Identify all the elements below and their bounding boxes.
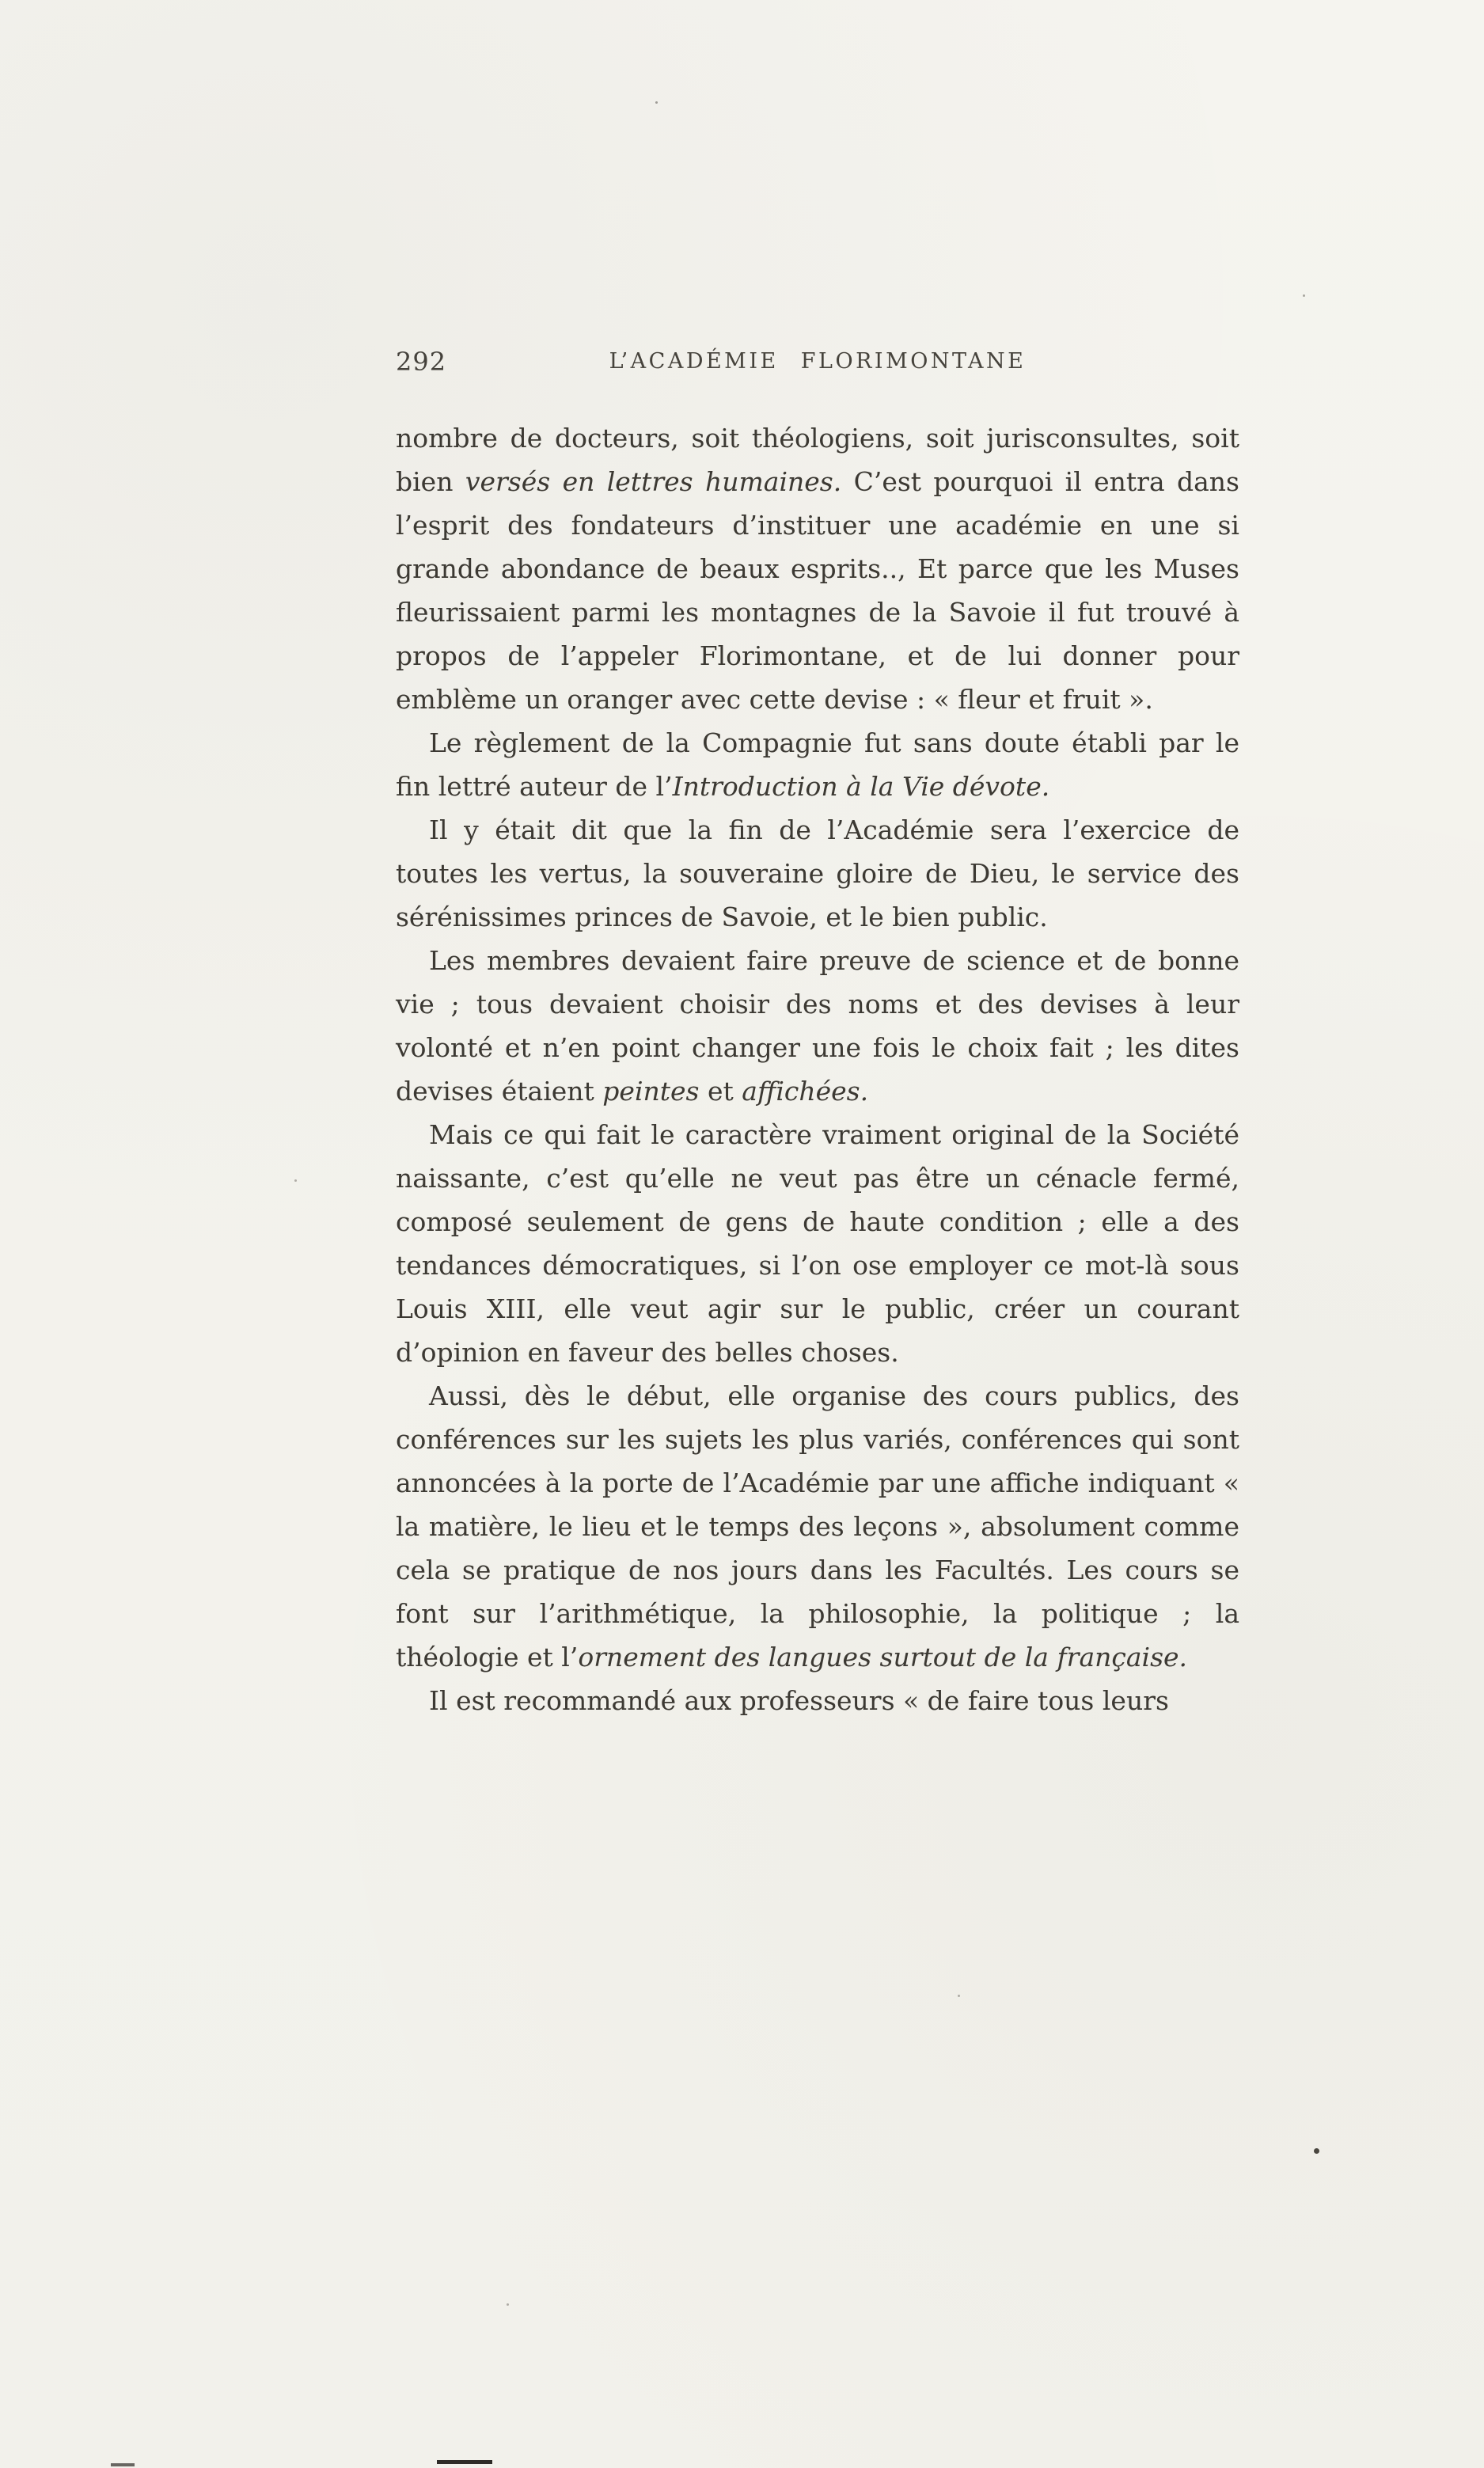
text-segment: Le règlement de la Compagnie fut sans doute établi par le fin lettré auteur de l’: [396, 727, 1239, 802]
paragraph: [396, 939, 1239, 1113]
text-segment: Aussi, dès le début, elle organise des cours publics, des conférences sur les sujets les plus variés, conférences qui sont annoncées à la porte de l’Académie par une affiche indiquant « la matière, le lieu et le temps des leçons », absolument comme cela se pratique de nos jours dans les Facultés. Les cours se font sur l’arithmétique, la philosophie, la politique ; la théologie et l’: [396, 1380, 1239, 1673]
text-segment: Les membres devaient faire preuve de science et de bonne vie ; tous devaient choisir des noms et des devises à leur volonté et n’en point changer une fois le choix fait ; les dites devises étaient: [396, 945, 1239, 1107]
text-block: [396, 347, 1239, 1722]
text-segment: versés en lettres humaines.: [465, 466, 842, 497]
paragraph: [396, 808, 1239, 939]
scan-speck: [507, 2303, 509, 2306]
text-segment: Mais ce qui fait le caractère vraiment original de la Société naissante, c’est qu’elle ne veut pas être un cénacle fermé, composé seulement de gens de haute condition ; elle a des tendances démocratiques, si l’on ose employer ce mot-là sous Louis XIII, elle veut agir sur le public, créer un courant d’opinion en faveur des belles choses.: [396, 1119, 1239, 1368]
text-segment: ornement des langues surtout de la française.: [578, 1642, 1188, 1673]
text-segment: nombre de docteurs, soit théologiens, soit jurisconsultes, soit bien: [396, 423, 1239, 497]
paragraph: [396, 1679, 1239, 1722]
text-segment: affichées.: [742, 1076, 869, 1107]
text-segment: Il est recommandé aux professeurs « de faire tous leurs: [429, 1685, 1169, 1716]
scan-speck: [294, 1179, 297, 1182]
scan-speck: [958, 1995, 960, 1997]
text-segment: Il y était dit que la fin de l’Académie sera l’exercice de toutes les vertus, la souveraine gloire de Dieu, le service des sérénissimes princes de Savoie, et le bien public.: [396, 814, 1239, 932]
scan-edge-artifact: [437, 2460, 492, 2464]
page-number: 292: [396, 347, 447, 377]
text-segment: et: [699, 1076, 742, 1107]
scan-edge-artifact: [111, 2463, 135, 2466]
text-segment: Introduction à la Vie dévote.: [672, 771, 1050, 802]
text-segment: peintes: [602, 1076, 700, 1107]
body-text: [396, 416, 1239, 1722]
paragraph: [396, 1374, 1239, 1679]
paragraph: [396, 721, 1239, 808]
text-segment: C’est pourquoi il entra dans l’esprit des fondateurs d’instituer une académie en une si grande abondance de beaux esprits.., Et parce que les Muses fleurissaient parmi les montagnes de la Savoie il fut trouvé à propos de l’appeler Florimontane, et de lui donner pour emblème un oranger avec cette devise : « fleur et fruit ».: [396, 466, 1239, 715]
scan-speck: [655, 101, 658, 104]
scan-speck: [1314, 2148, 1319, 2154]
scan-speck: [1303, 294, 1305, 297]
running-title: L’ACADÉMIE FLORIMONTANE: [609, 349, 1027, 374]
page-header: [396, 347, 1239, 383]
paragraph: [396, 1113, 1239, 1374]
paragraph: [396, 416, 1239, 721]
